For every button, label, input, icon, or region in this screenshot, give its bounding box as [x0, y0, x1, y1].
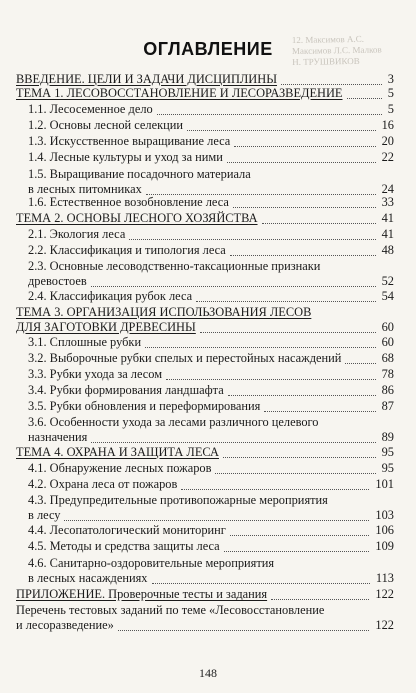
toc-entry-line	[16, 351, 392, 366]
toc-dot-leader	[281, 84, 382, 85]
toc-entry-title: 4.5. Методы и средства защиты леса	[28, 539, 220, 553]
toc-entry-title: 4.6. Санитарно-оздоровительные мероприятия	[28, 556, 275, 570]
toc-entry-line	[16, 150, 392, 165]
toc-entry-title: 1.4. Лесные культуры и уход за ними	[28, 150, 223, 164]
toc-page-number: 33	[381, 195, 394, 209]
toc-page-number: 103	[375, 508, 394, 522]
toc-page-number: 20	[381, 134, 394, 148]
toc-entry-title: в лесных питомниках	[28, 182, 142, 196]
toc-page-number: 122	[375, 618, 394, 632]
toc-page-number: 41	[381, 227, 394, 241]
toc-entry-line	[16, 477, 392, 492]
toc-page-number: 95	[381, 461, 394, 475]
toc-entry-title: ТЕМА 3. ОРГАНИЗАЦИЯ ИСПОЛЬЗОВАНИЯ ЛЕСОВ	[16, 305, 312, 319]
toc-entry-line	[16, 493, 392, 508]
toc-page-number: 16	[381, 118, 394, 132]
toc-dot-leader	[118, 630, 370, 631]
toc-entry-line	[16, 571, 392, 586]
toc-entry-title: ПРИЛОЖЕНИЕ. Проверочные тесты и задания	[16, 587, 268, 601]
toc-dot-leader	[166, 379, 376, 380]
toc-entry-title: 4.2. Охрана леса от пожаров	[28, 477, 178, 491]
toc-dot-leader	[233, 207, 376, 208]
toc-page-number: 52	[381, 274, 394, 288]
toc-entry-line	[16, 618, 392, 633]
toc-dot-leader	[228, 395, 376, 396]
toc-page-number: 5	[387, 86, 394, 100]
toc-dot-leader	[230, 535, 370, 536]
toc-entry-line	[16, 539, 392, 554]
toc-entry-line	[16, 523, 392, 538]
toc-entry-title: в лесных насаждениях	[28, 571, 148, 585]
toc-page-number: 24	[381, 182, 394, 196]
toc-page-number: 113	[375, 571, 394, 585]
toc-entry-title: 4.3. Предупредительные противопожарные мероприятия	[28, 493, 328, 507]
toc-entry-line	[16, 415, 392, 430]
toc-entry-line	[16, 320, 392, 335]
toc-entry-line	[16, 195, 392, 210]
toc-page-number: 5	[387, 102, 394, 116]
toc-entry-title: 3.3. Рубки ухода за лесом	[28, 367, 163, 381]
toc-entry-title: ДЛЯ ЗАГОТОВКИ ДРЕВЕСИНЫ	[16, 320, 196, 334]
toc-entry-title: 1.5. Выращивание посадочного материала	[28, 167, 251, 181]
toc-dot-leader	[224, 551, 370, 552]
toc-entry-title: в лесу	[28, 508, 61, 522]
toc-entry-line	[16, 383, 392, 398]
toc-page-number: 60	[381, 320, 394, 334]
toc-page-number: 101	[375, 477, 394, 491]
toc-dot-leader	[152, 583, 370, 584]
toc-page-number: 68	[381, 351, 394, 365]
toc-entry-line	[16, 167, 392, 182]
toc-entry-line	[16, 445, 392, 460]
toc-dot-leader	[347, 98, 382, 99]
toc-dot-leader	[129, 239, 375, 240]
toc-entry-line	[16, 587, 392, 602]
toc-entry-title: ТЕМА 4. ОХРАНА И ЗАЩИТА ЛЕСА	[16, 445, 219, 459]
toc-entry-line	[16, 289, 392, 304]
toc-dot-leader	[227, 162, 376, 163]
toc-dot-leader	[262, 223, 376, 224]
page-number: 148	[199, 666, 217, 680]
toc-dot-leader	[187, 130, 376, 131]
toc-page-number: 22	[381, 150, 394, 164]
toc-page-number: 87	[381, 399, 394, 413]
toc-dot-leader	[230, 255, 376, 256]
toc-dot-leader	[157, 114, 382, 115]
toc-entry-line	[16, 305, 392, 320]
toc-entry-line	[16, 243, 392, 258]
toc-entry-line	[16, 556, 392, 571]
toc-page-number: 41	[381, 211, 394, 225]
toc-entry-line	[16, 508, 392, 523]
toc-entry-title: 2.1. Экология леса	[28, 227, 126, 241]
toc-entry-line	[16, 274, 392, 289]
toc-dot-leader	[196, 301, 375, 302]
toc-dot-leader	[91, 286, 376, 287]
toc-entry-title: ТЕМА 2. ОСНОВЫ ЛЕСНОГО ХОЗЯЙСТВА	[16, 211, 258, 225]
toc-dot-leader	[271, 599, 369, 600]
toc-page-number: 89	[381, 430, 394, 444]
toc-entry-line	[16, 72, 392, 87]
toc-dot-leader	[91, 442, 375, 443]
toc-dot-leader	[234, 146, 375, 147]
toc-entry-line	[16, 86, 392, 101]
toc-entry-line	[16, 461, 392, 476]
toc-entry-line	[16, 367, 392, 382]
toc-dot-leader	[145, 347, 376, 348]
toc-entry-line	[16, 399, 392, 414]
toc-entry-title: 3.4. Рубки формирования ландшафта	[28, 383, 224, 397]
toc-page-number: 3	[387, 72, 394, 86]
toc-entry-title: 4.1. Обнаружение лесных пожаров	[28, 461, 212, 475]
toc-entry-line	[16, 211, 392, 226]
toc-entry-title: 2.2. Классификация и типология леса	[28, 243, 226, 257]
toc-page-number: 106	[375, 523, 394, 537]
toc-entry-title: Перечень тестовых заданий по теме «Лесовосстановление	[16, 603, 325, 617]
toc-entry-title: и лесоразведение»	[16, 618, 114, 632]
toc-dot-leader	[223, 457, 376, 458]
toc-entry-line	[16, 102, 392, 117]
toc-entry-line	[16, 134, 392, 149]
toc-dot-leader	[64, 520, 369, 521]
toc-page-number: 54	[381, 289, 394, 303]
toc-entry-line	[16, 335, 392, 350]
toc-page-number: 86	[381, 383, 394, 397]
toc-entry-title: 3.5. Рубки обновления и переформирования	[28, 399, 261, 413]
toc-entry-line	[16, 430, 392, 445]
toc-entry-title: 2.4. Классификация рубок леса	[28, 289, 193, 303]
page-title: ОГЛАВЛЕНИЕ	[143, 39, 273, 59]
toc-entry-line	[16, 118, 392, 133]
toc-page-number: 95	[381, 445, 394, 459]
bleed-through-text: 12. Максимов А.С. Максимов Л.С. Малков Н. ТРУШВИКОВ	[291, 33, 382, 68]
toc-entry-title: ТЕМА 1. ЛЕСОВОССТАНОВЛЕНИЕ И ЛЕСОРАЗВЕДЕНИЕ	[16, 86, 343, 100]
toc-page-number: 122	[375, 587, 394, 601]
toc-entry-title: древостоев	[28, 274, 87, 288]
toc-dot-leader	[181, 489, 369, 490]
toc-dot-leader	[215, 473, 375, 474]
toc-entry-title: 3.6. Особенности ухода за лесами различного целевого	[28, 415, 319, 429]
toc-dot-leader	[345, 363, 375, 364]
toc-entry-title: 1.6. Естественное возобновление леса	[28, 195, 229, 209]
toc-dot-leader	[264, 411, 375, 412]
toc-entry-line	[16, 259, 392, 274]
toc-dot-leader	[200, 332, 376, 333]
toc-entry-title: 1.1. Лесосеменное дело	[28, 102, 153, 116]
toc-entry-title: 3.2. Выборочные рубки спелых и перестойных насаждений	[28, 351, 342, 365]
toc-page-number: 48	[381, 243, 394, 257]
toc-entry-title: 1.2. Основы лесной селекции	[28, 118, 184, 132]
toc-entry-title: назначения	[28, 430, 88, 444]
toc-entry-line	[16, 603, 392, 618]
toc-page-number: 78	[381, 367, 394, 381]
toc-entry-title: 3.1. Сплошные рубки	[28, 335, 142, 349]
toc-page-number: 60	[381, 335, 394, 349]
toc-page-number: 109	[375, 539, 394, 553]
toc-entry-title: ВВЕДЕНИЕ. ЦЕЛИ И ЗАДАЧИ ДИСЦИПЛИНЫ	[16, 72, 278, 86]
toc-entry-title: 1.3. Искусственное выращивание леса	[28, 134, 231, 148]
toc-entry-line	[16, 227, 392, 242]
toc-entry-title: 2.3. Основные лесоводственно-таксационные признаки	[28, 259, 321, 273]
toc-entry-title: 4.4. Лесопатологический мониторинг	[28, 523, 226, 537]
